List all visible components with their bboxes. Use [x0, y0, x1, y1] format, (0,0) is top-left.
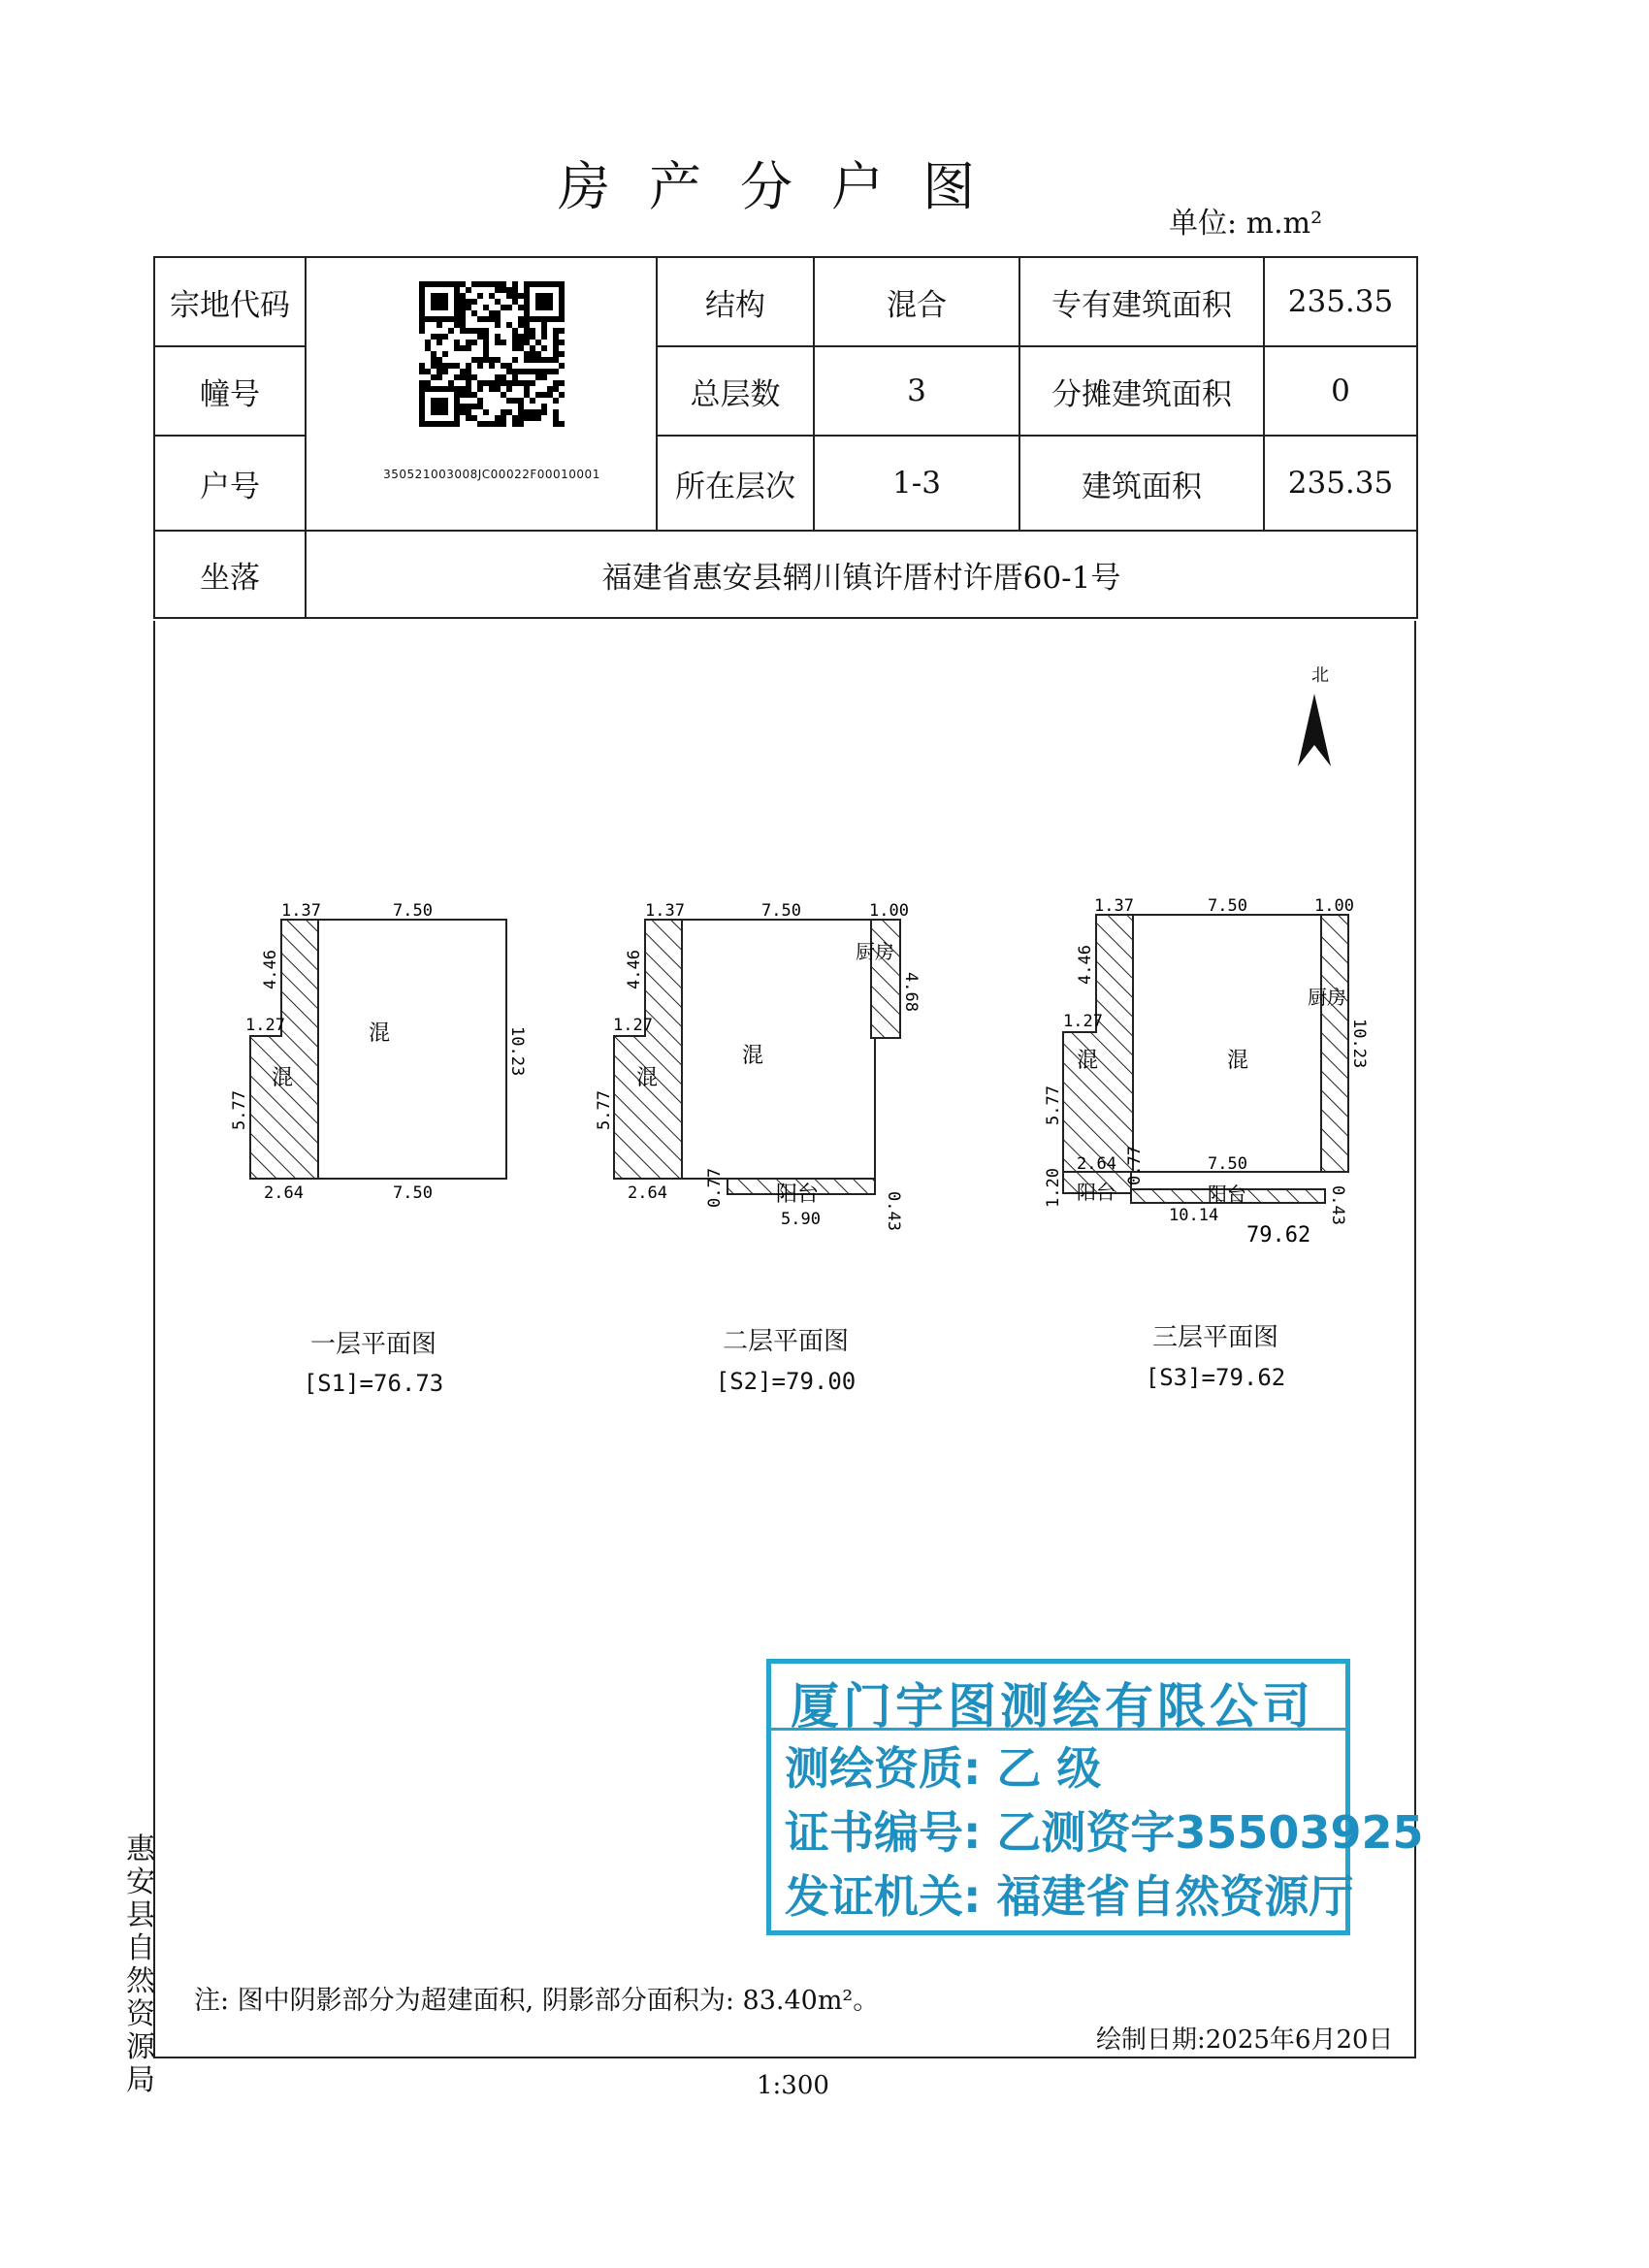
f3-kitchen-label: 厨房	[1308, 986, 1346, 1009]
f1-struct-label: 混	[369, 1021, 391, 1046]
f1-hatched-label: 混	[272, 1066, 294, 1090]
f3-dim-top-right: 1.00	[1314, 896, 1354, 916]
floor-2-area: [S2]=79.00	[715, 1368, 857, 1395]
f2-kitchen-label: 厨房	[856, 940, 894, 963]
floor-1-main-room	[318, 920, 506, 1179]
document-title: 房产分户图	[558, 156, 1014, 217]
f3-dim-top-main: 7.50	[1208, 896, 1247, 916]
drawing-date: 绘制日期:2025年6月20日	[1096, 2025, 1394, 2055]
f2-dim-bottom-left: 2.64	[628, 1183, 667, 1203]
f3-dim-left-upper: 4.46	[1076, 945, 1095, 985]
stamp-company-name: 厦门宇图测绘有限公司	[791, 1678, 1314, 1734]
unit-no-label: 户号	[154, 436, 306, 531]
f3-dim-balcony-right: 0.43	[1328, 1185, 1347, 1225]
floor-2-kitchen-hatch	[871, 920, 900, 1038]
f2-dim-balcony-left: 0.77	[705, 1168, 725, 1208]
floor-1-caption: 一层平面图	[309, 1330, 436, 1359]
qr-code-number: 350521003008JC00022F00010001	[383, 468, 600, 481]
f1-dim-bottom-left: 2.64	[264, 1183, 304, 1203]
f2-struct-label: 混	[742, 1044, 764, 1068]
shared-area-label: 分摊建筑面积	[1019, 346, 1264, 436]
north-arrow-icon	[1298, 665, 1331, 766]
hatched-area-note: 注: 图中阴影部分为超建面积, 阴影部分面积为: 83.40m²。	[194, 1986, 880, 2016]
floor-3-main-room	[1133, 915, 1321, 1172]
f2-dim-notch: 1.27	[613, 1016, 653, 1035]
floor-3-area: [S3]=79.62	[1145, 1364, 1286, 1391]
floor-3-plan	[1044, 896, 1369, 1247]
f3-dim-balcony-mid: 0.77	[1125, 1146, 1145, 1185]
address-value: 福建省惠安县辋川镇许厝村许厝60-1号	[306, 531, 1417, 618]
f1-dim-top-main: 7.50	[393, 901, 433, 921]
f3-extra-value: 79.62	[1246, 1223, 1311, 1247]
f3-dim-top-left: 1.37	[1094, 896, 1134, 916]
f2-dim-top-left: 1.37	[645, 901, 685, 921]
shared-area-value: 0	[1264, 346, 1417, 436]
total-floors-label: 总层数	[657, 346, 814, 436]
parcel-code-label: 宗地代码	[154, 257, 306, 346]
f2-dim-balcony-right: 0.43	[884, 1191, 903, 1231]
stamp-issuer: 发证机关: 福建省自然资源厅	[785, 1870, 1354, 1923]
building-no-label: 幢号	[154, 346, 306, 436]
f3-dim-right: 10.23	[1349, 1019, 1369, 1069]
total-floors-value: 3	[814, 346, 1019, 436]
floor-range-value: 1-3	[814, 436, 1019, 531]
building-area-label: 建筑面积	[1019, 436, 1264, 531]
building-area-value: 235.35	[1264, 436, 1417, 531]
f3-dim-notch: 1.27	[1063, 1012, 1103, 1031]
unit-label: 单位: m.m²	[1169, 207, 1323, 241]
floor-2-plan	[595, 901, 921, 1231]
side-authority-label: 惠安县自然资源局	[126, 1832, 155, 2097]
exclusive-area-label: 专有建筑面积	[1019, 257, 1264, 346]
f2-dim-left-lower: 5.77	[595, 1090, 614, 1130]
f2-balcony-label: 阳台	[776, 1183, 820, 1207]
floor-2-caption: 二层平面图	[722, 1327, 849, 1356]
exclusive-area-value: 235.35	[1264, 257, 1417, 346]
stamp-qualification: 测绘资质: 乙 级	[785, 1742, 1102, 1795]
drawing-scale: 1:300	[757, 2071, 829, 2100]
f2-dim-left-upper: 4.46	[625, 950, 644, 989]
f3-hatched-label: 混	[1077, 1049, 1099, 1073]
f3-struct-label: 混	[1227, 1049, 1249, 1073]
f2-dim-balcony-width: 5.90	[781, 1210, 821, 1229]
north-label: 北	[1311, 665, 1329, 686]
f1-dim-notch: 1.27	[245, 1016, 285, 1035]
location-label: 坐落	[154, 531, 306, 618]
company-seal-stamp	[766, 1659, 1424, 1935]
stamp-divider	[771, 1728, 1345, 1731]
f2-dim-right-upper: 4.68	[901, 972, 921, 1012]
structure-value: 混合	[814, 257, 1019, 346]
f3-dim-bottom-main: 7.50	[1208, 1154, 1247, 1174]
f1-dim-left-lower: 5.77	[230, 1090, 249, 1130]
f3-balcony-main-label: 阳台	[1208, 1183, 1246, 1206]
floor-3-hatched-area	[1063, 915, 1133, 1172]
f3-balcony-left-label: 阳台	[1077, 1181, 1116, 1204]
f1-dim-bottom-main: 7.50	[393, 1183, 433, 1203]
floor-range-label: 所在层次	[657, 436, 814, 531]
f2-dim-top-main: 7.50	[761, 901, 801, 921]
f3-dim-balcony-width: 10.14	[1169, 1206, 1219, 1225]
f3-dim-balcony-left-h: 1.20	[1044, 1168, 1063, 1208]
floor-2-main-room	[682, 920, 875, 1179]
stamp-certificate: 证书编号: 乙测资字35503925	[785, 1806, 1424, 1859]
floor-1-plan	[230, 901, 527, 1203]
floor-3-kitchen-hatch	[1321, 915, 1348, 1172]
f1-dim-top-left: 1.37	[281, 901, 321, 921]
floor-3-caption: 三层平面图	[1151, 1323, 1278, 1352]
f3-dim-bottom-left: 2.64	[1077, 1154, 1116, 1174]
f3-dim-left-lower: 5.77	[1044, 1085, 1063, 1125]
f1-dim-right: 10.23	[507, 1026, 527, 1077]
f1-dim-left-upper: 4.46	[261, 950, 280, 989]
f2-hatched-label: 混	[636, 1066, 659, 1090]
structure-label: 结构	[657, 257, 814, 346]
f2-dim-top-right: 1.00	[869, 901, 909, 921]
floor-1-area: [S1]=76.73	[303, 1370, 444, 1397]
